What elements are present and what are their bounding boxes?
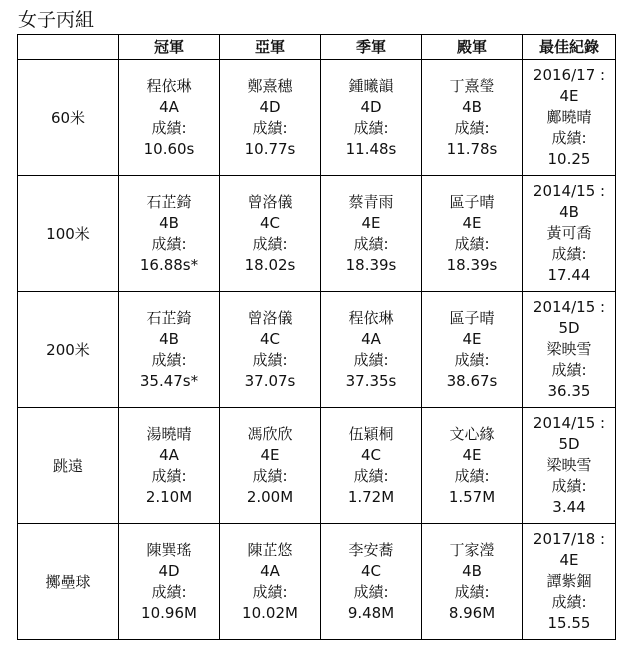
athlete-class: 4D <box>360 97 382 116</box>
record-year: 2014/15 : <box>532 182 606 200</box>
athlete-class: 4E <box>462 445 482 464</box>
event-name: 擲壘球 <box>18 524 119 640</box>
score-label: 成績: <box>151 466 187 485</box>
athlete-score: 37.35s <box>345 371 397 390</box>
header-third: 季軍 <box>321 35 422 60</box>
placement-cell <box>119 292 220 408</box>
placement-cell <box>422 524 523 640</box>
placement-cell <box>422 408 523 524</box>
placement-cell <box>119 60 220 176</box>
athlete-name: 程依琳 <box>348 308 394 327</box>
score-label: 成績: <box>151 118 187 137</box>
table-row <box>18 176 616 292</box>
record-year: 2014/15 : <box>532 298 606 316</box>
athlete-score: 1.57M <box>448 487 496 506</box>
placement-cell <box>321 176 422 292</box>
athlete-score: 2.00M <box>246 487 294 506</box>
athlete-name: 伍穎桐 <box>348 424 394 443</box>
table-row <box>18 408 616 524</box>
athlete-class: 4A <box>159 445 179 464</box>
placement-cell <box>321 60 422 176</box>
page-title: 女子丙組 <box>18 9 95 31</box>
athlete-score: 10.02M <box>242 603 298 622</box>
athlete-name: 丁家瀅 <box>449 540 495 559</box>
score-label: 成績: <box>454 350 490 369</box>
score-label: 成績: <box>353 234 389 253</box>
best-record-cell <box>523 524 616 640</box>
athlete-score: 10.96M <box>141 603 197 622</box>
best-record-cell <box>523 176 616 292</box>
athlete-class: 4E <box>260 445 280 464</box>
record-class: 4E <box>559 87 579 105</box>
event-name: 60米 <box>18 60 119 176</box>
athlete-score: 11.48s <box>345 139 397 158</box>
athlete-name: 鄭熹穗 <box>247 76 293 95</box>
athlete-class: 4B <box>159 329 179 348</box>
header-row <box>18 35 616 60</box>
score-label: 成績: <box>551 129 587 147</box>
athlete-class: 4D <box>259 97 281 116</box>
placement-cell <box>422 60 523 176</box>
header-second: 亞軍 <box>220 35 321 60</box>
record-holder-name: 鄺曉晴 <box>546 108 592 126</box>
athlete-score: 16.88s* <box>139 255 199 274</box>
athlete-class: 4C <box>259 213 281 232</box>
score-label: 成績: <box>252 118 288 137</box>
score-label: 成績: <box>454 466 490 485</box>
record-score: 15.55 <box>547 614 591 632</box>
score-label: 成績: <box>454 234 490 253</box>
athlete-class: 4E <box>462 329 482 348</box>
event-name: 跳遠 <box>18 408 119 524</box>
athlete-score: 18.39s <box>446 255 498 274</box>
athlete-class: 4C <box>360 561 382 580</box>
athlete-class: 4A <box>361 329 381 348</box>
score-label: 成績: <box>252 582 288 601</box>
placement-cell <box>321 524 422 640</box>
table-row <box>18 60 616 176</box>
score-label: 成績: <box>151 582 187 601</box>
athlete-name: 區子晴 <box>449 308 495 327</box>
record-score: 36.35 <box>547 382 591 400</box>
record-score: 17.44 <box>547 266 591 284</box>
record-year: 2016/17 : <box>532 66 606 84</box>
record-year: 2017/18 : <box>532 530 606 548</box>
athlete-class: 4B <box>159 213 179 232</box>
athlete-name: 石芷錡 <box>146 192 192 211</box>
athlete-class: 4D <box>158 561 180 580</box>
score-label: 成績: <box>353 582 389 601</box>
athlete-name: 曾洛儀 <box>247 308 293 327</box>
placement-cell <box>119 524 220 640</box>
athlete-name: 曾洛儀 <box>247 192 293 211</box>
athlete-name: 陳芷悠 <box>247 540 293 559</box>
score-label: 成績: <box>551 245 587 263</box>
score-label: 成績: <box>252 350 288 369</box>
record-score: 3.44 <box>552 498 586 516</box>
placement-cell <box>422 176 523 292</box>
record-holder-name: 梁映雪 <box>546 456 592 474</box>
placement-cell <box>220 176 321 292</box>
athlete-name: 區子晴 <box>449 192 495 211</box>
athlete-score: 38.67s <box>446 371 498 390</box>
score-label: 成績: <box>252 234 288 253</box>
score-label: 成績: <box>454 118 490 137</box>
results-table <box>17 34 616 640</box>
score-label: 成績: <box>454 582 490 601</box>
record-class: 5D <box>558 319 580 337</box>
athlete-score: 9.48M <box>347 603 395 622</box>
header-first: 冠軍 <box>119 35 220 60</box>
placement-cell <box>422 292 523 408</box>
placement-cell <box>220 60 321 176</box>
athlete-name: 丁熹瑩 <box>449 76 495 95</box>
athlete-class: 4A <box>159 97 179 116</box>
athlete-score: 8.96M <box>448 603 496 622</box>
header-fourth: 殿軍 <box>422 35 523 60</box>
best-record-cell <box>523 292 616 408</box>
athlete-score: 37.07s <box>244 371 296 390</box>
record-holder-name: 梁映雪 <box>546 340 592 358</box>
placement-cell <box>220 408 321 524</box>
score-label: 成績: <box>353 466 389 485</box>
athlete-score: 10.60s <box>143 139 195 158</box>
score-label: 成績: <box>353 350 389 369</box>
record-holder-name: 譚紫錮 <box>546 572 592 590</box>
score-label: 成績: <box>353 118 389 137</box>
record-year: 2014/15 : <box>532 414 606 432</box>
athlete-class: 4C <box>259 329 281 348</box>
athlete-name: 湯曉晴 <box>146 424 192 443</box>
table-row <box>18 292 616 408</box>
athlete-name: 石芷錡 <box>146 308 192 327</box>
athlete-score: 10.77s <box>244 139 296 158</box>
athlete-score: 1.72M <box>347 487 395 506</box>
score-label: 成績: <box>252 466 288 485</box>
athlete-name: 李安蕎 <box>348 540 394 559</box>
header-event <box>18 35 119 60</box>
athlete-class: 4B <box>462 561 482 580</box>
score-label: 成績: <box>151 234 187 253</box>
athlete-class: 4B <box>462 97 482 116</box>
athlete-score: 18.39s <box>345 255 397 274</box>
athlete-name: 文心緣 <box>449 424 495 443</box>
best-record-cell <box>523 60 616 176</box>
athlete-class: 4C <box>360 445 382 464</box>
record-class: 4B <box>559 203 579 221</box>
placement-cell <box>220 524 321 640</box>
athlete-class: 4E <box>361 213 381 232</box>
athlete-name: 蔡青雨 <box>348 192 394 211</box>
athlete-score: 2.10M <box>145 487 193 506</box>
header-best-record: 最佳紀錄 <box>523 35 616 60</box>
athlete-name: 陳巽瑤 <box>146 540 192 559</box>
record-class: 4E <box>559 551 579 569</box>
score-label: 成績: <box>551 593 587 611</box>
score-label: 成績: <box>551 361 587 379</box>
placement-cell <box>119 176 220 292</box>
score-label: 成績: <box>551 477 587 495</box>
placement-cell <box>119 408 220 524</box>
placement-cell <box>321 408 422 524</box>
record-class: 5D <box>558 435 580 453</box>
placement-cell <box>321 292 422 408</box>
athlete-score: 18.02s <box>244 255 296 274</box>
best-record-cell <box>523 408 616 524</box>
athlete-score: 11.78s <box>446 139 498 158</box>
placement-cell <box>220 292 321 408</box>
record-holder-name: 黃可喬 <box>546 224 592 242</box>
athlete-name: 程依琳 <box>146 76 192 95</box>
athlete-score: 35.47s* <box>139 371 199 390</box>
record-score: 10.25 <box>547 150 591 168</box>
event-name: 200米 <box>18 292 119 408</box>
athlete-class: 4A <box>260 561 280 580</box>
athlete-class: 4E <box>462 213 482 232</box>
event-name: 100米 <box>18 176 119 292</box>
table-row <box>18 524 616 640</box>
athlete-name: 鍾曦韻 <box>348 76 394 95</box>
athlete-name: 馮欣欣 <box>247 424 293 443</box>
score-label: 成績: <box>151 350 187 369</box>
